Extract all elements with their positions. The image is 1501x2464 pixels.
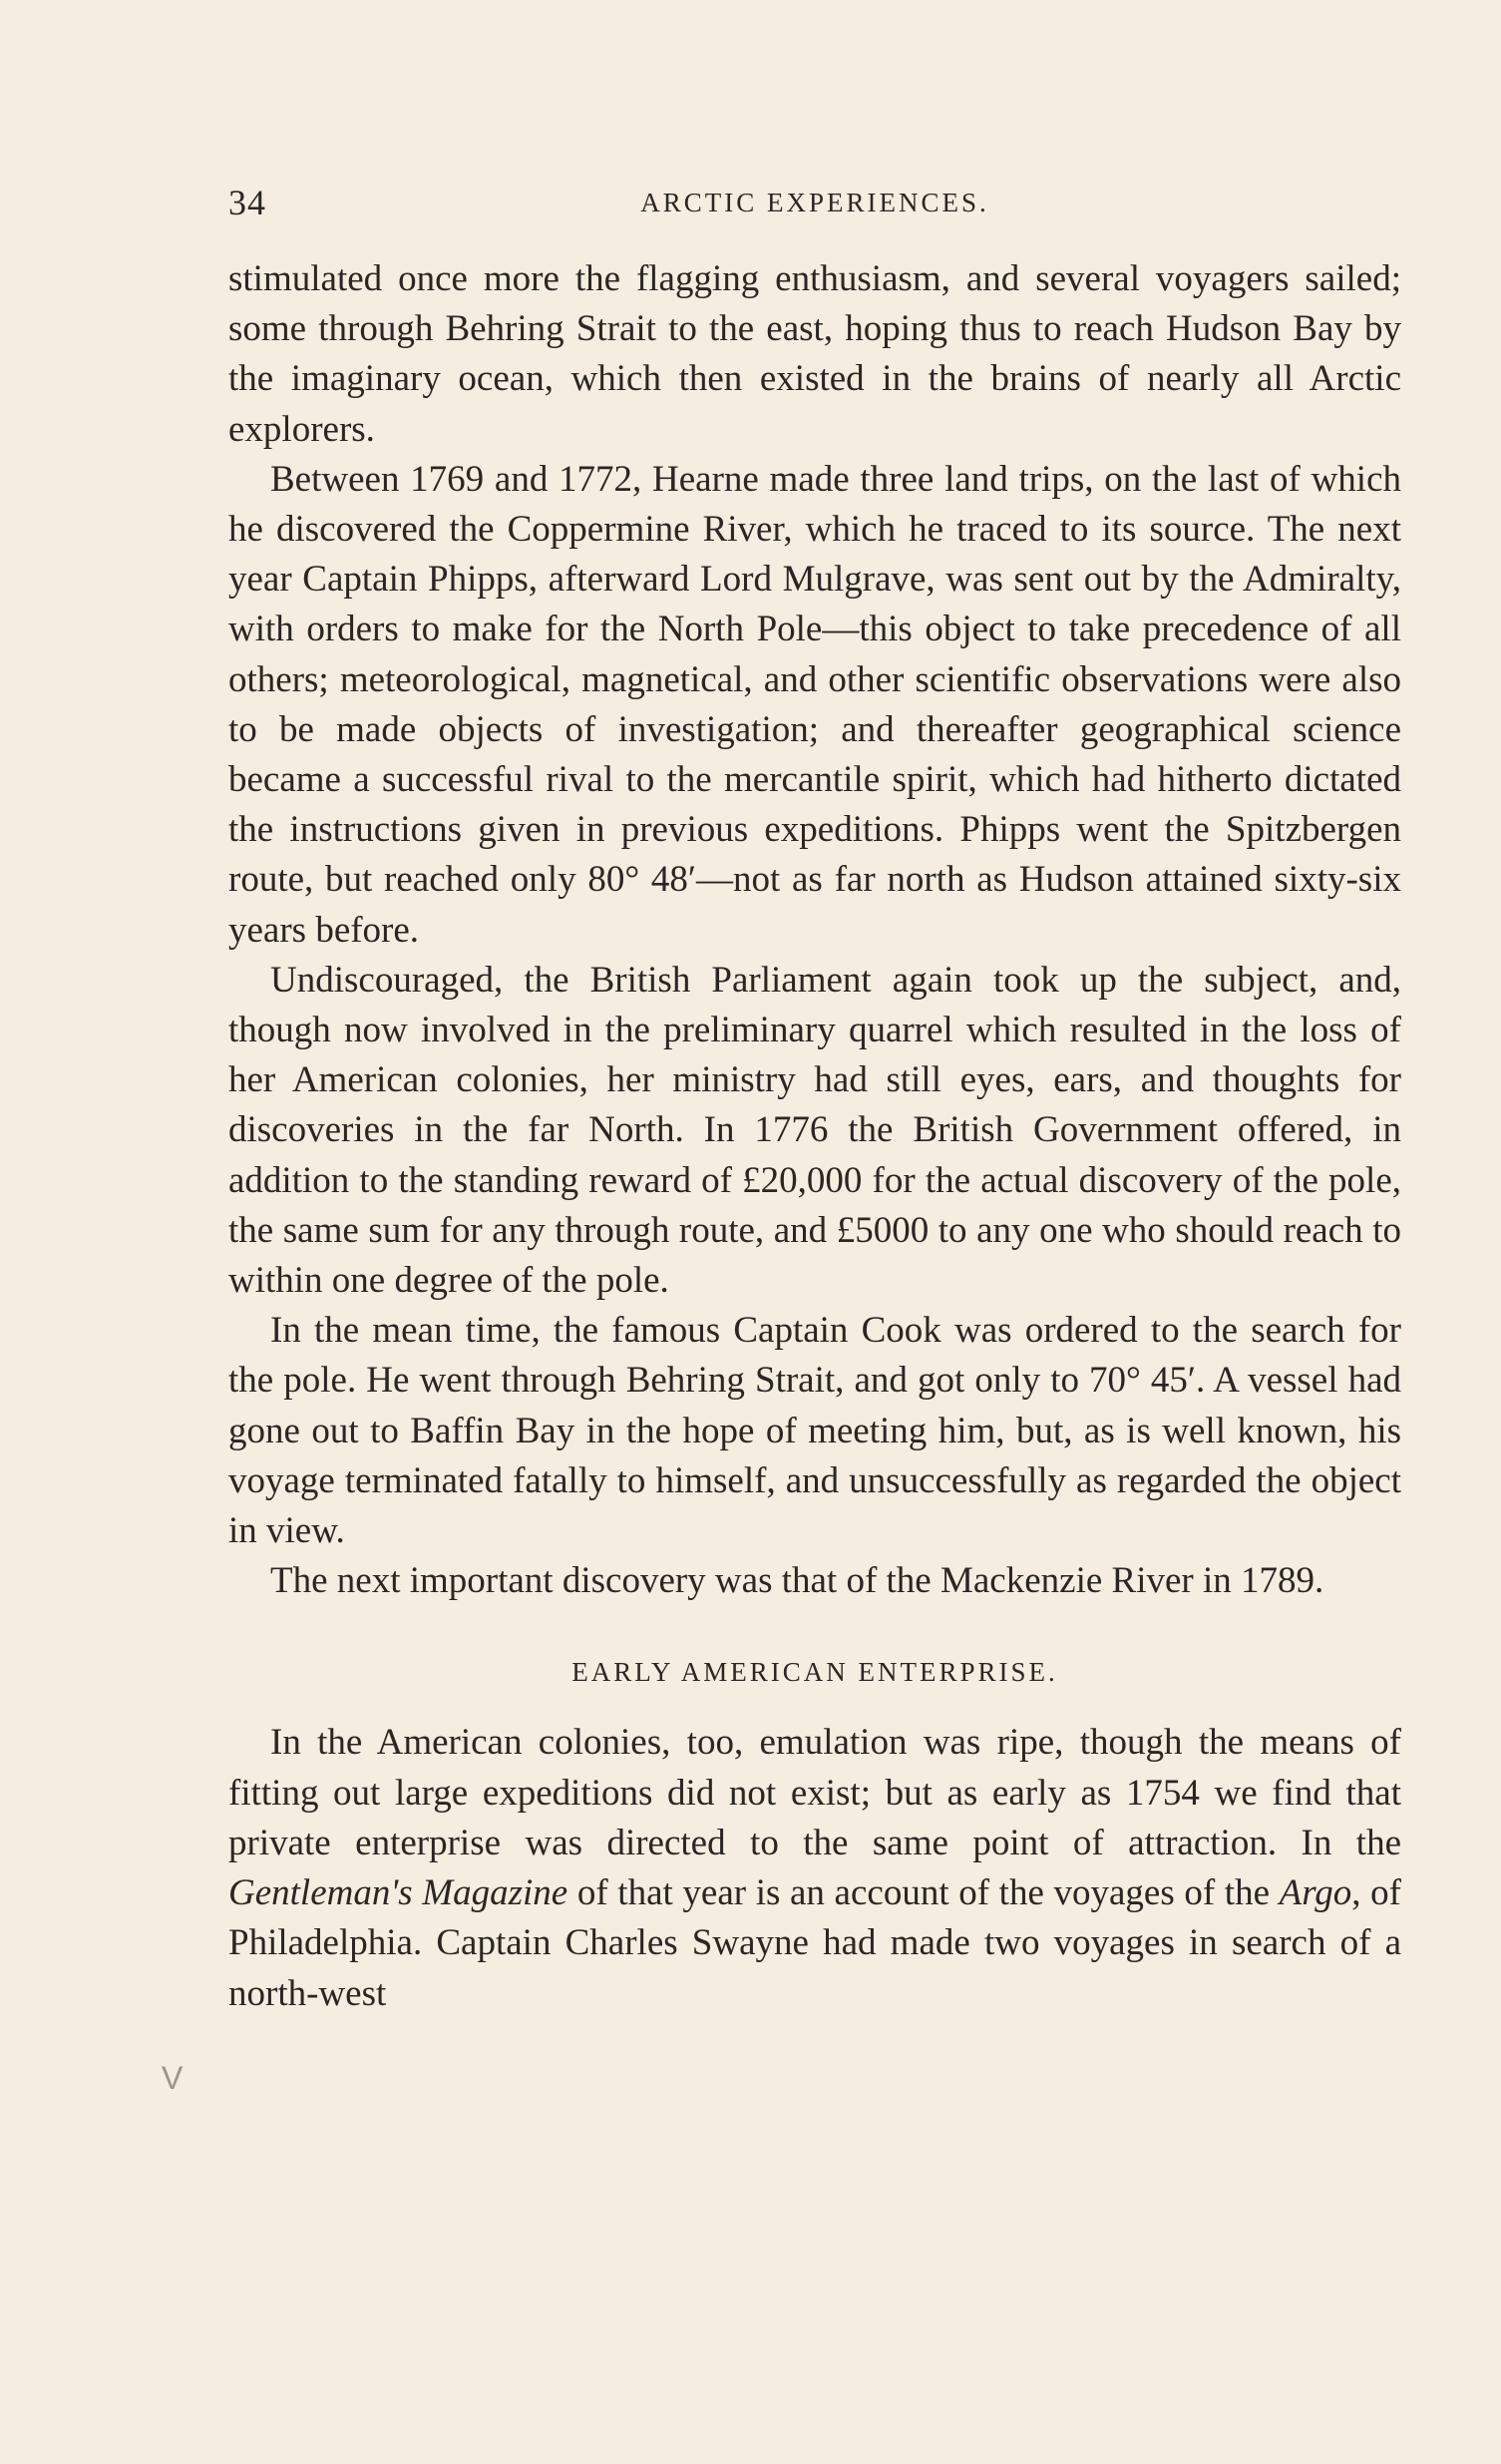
body-text bbox=[228, 254, 1401, 2019]
paragraph-mackenzie-river: The next important discovery was that of the Mackenzie River in 1789. bbox=[270, 1560, 1324, 1602]
section-heading: EARLY AMERICAN ENTERPRISE. bbox=[571, 1657, 1058, 1688]
margin-mark: V bbox=[162, 2060, 184, 2096]
running-title: ARCTIC EXPERIENCES. bbox=[640, 188, 989, 217]
paragraph-captain-cook: In the mean time, the famous Captain Cook was ordered to the search for the pole. He went through Behring Strait, and got only to 70° 45′. A vessel had gone out to Baffin Bay in the hope of meeting him, but, as is well known, his voyage terminated fatally to himself, and unsuccessfully as regarded the object in view. bbox=[228, 1310, 1401, 1552]
ship-name: Argo bbox=[1279, 1872, 1352, 1914]
page-number: 34 bbox=[228, 183, 266, 222]
magazine-title: Gentleman's Magazine bbox=[228, 1872, 568, 1914]
text-run: In the American colonies, too, emulation was ripe, though the means of fitting out large expeditions did not exist; but as early as 1754 we find that private enterprise was directed to the same point of attraction. In the bbox=[228, 1722, 1401, 1863]
text-run: of that year is an account of the voyages of the bbox=[567, 1872, 1280, 1914]
running-head bbox=[228, 182, 1401, 231]
paragraph-american-enterprise bbox=[228, 1718, 1401, 2018]
text-run: , of Philadelphia. Captain Charles Swayne had made two voyages in search of a north-west bbox=[228, 1872, 1401, 2014]
paragraph-continued: stimulated once more the flagging enthusiasm, and several voyagers sailed; some through Behring Strait to the east, hoping thus to reach Hudson Bay by the imaginary ocean, which then existed in the brains of nearly all Arctic explorers. bbox=[228, 258, 1401, 450]
paragraph-british-parliament: Undiscouraged, the British Parliament again took up the subject, and, though now involved in the preliminary quarrel which resulted in the loss of her American colonies, her ministry had still eyes, ears, and thoughts for discoveries in the far North. In 1776 the British Government offered, in addition to the standing reward of £20,000 for the actual discovery of the pole, the same sum for any through route, and £5000 to any one who should reach to within one degree of the pole. bbox=[228, 959, 1401, 1302]
paragraph-hearne-phipps: Between 1769 and 1772, Hearne made three land trips, on the last of which he discovered the Coppermine River, which he traced to its source. The next year Captain Phipps, afterward Lord Mulgrave, was sent out by the Admiralty, with orders to make for the North Pole—this object to take precedence of all others; meteorological, magnetical, and other scientific observations were also to be made objects of investigation; and thereafter geographical science became a successful rival to the mercantile spirit, which had hitherto dictated the instructions given in previous expeditions. Phipps went the Spitzbergen route, but reached only 80° 48′—not as far north as Hudson attained sixty-six years before. bbox=[228, 458, 1401, 951]
